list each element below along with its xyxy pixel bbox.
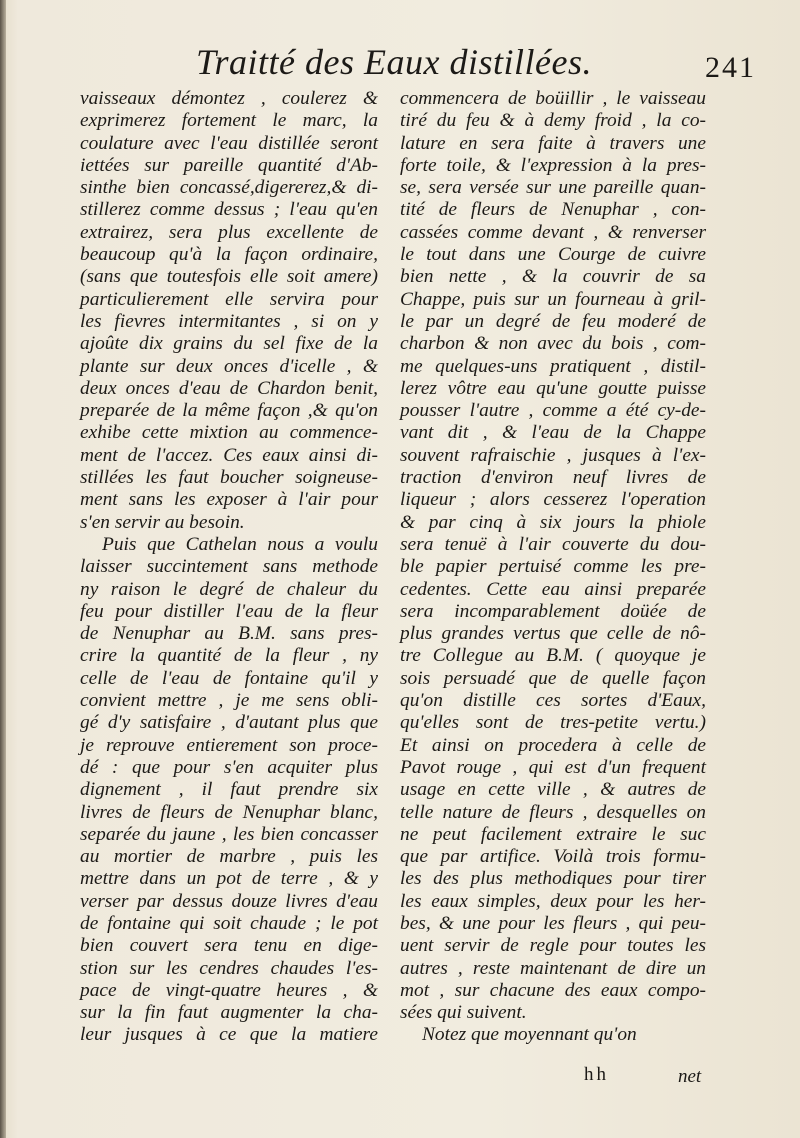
text-line: s'en servir au besoin.	[80, 511, 245, 533]
text-line: mettre dans un pot de terre , & y	[80, 868, 378, 890]
text-line: particulierement elle servira pour	[80, 288, 378, 310]
text-line: tre Collegue au B.M. ( quoyque je	[400, 645, 706, 667]
text-line: sinthe bien concassé,digererez,& di-	[80, 177, 378, 199]
text-line: commencera de boüillir , le vaisseau	[400, 88, 706, 109]
text-line: Notez que moyennant qu'on	[422, 1024, 637, 1046]
text-line: traction d'environ neuf livres de	[400, 467, 706, 489]
text-line: beaucoup qu'à la façon ordinaire,	[80, 244, 378, 266]
catchword: net	[678, 1066, 702, 1087]
text-line: souvent rafraischie , jusques à l'ex-	[400, 444, 706, 466]
text-line: Et ainsi on procedera à celle de	[400, 734, 706, 756]
text-line: lature en sera faite à travers une	[400, 132, 706, 154]
text-line: separée du jaune , les bien concasser	[80, 823, 378, 845]
text-line: tiré du feu & à demy froid , la co-	[400, 110, 706, 132]
text-line: uent servir de regle pour toutes les	[400, 935, 706, 957]
text-line: plante sur deux onces d'icelle , &	[80, 355, 378, 377]
page-header	[196, 40, 756, 90]
text-line: sur la fin faut augmenter la cha-	[80, 1002, 378, 1024]
text-line: gé d'y satisfaire , d'autant plus que	[80, 712, 378, 734]
text-line: lerez vôtre eau qu'une goutte puisse	[400, 377, 706, 399]
text-line: qu'elles sont de tres-petite vertu.)	[400, 712, 706, 734]
text-line: les eaux simples, deux pour les her-	[400, 890, 706, 912]
text-line: Chappe, puis sur un fourneau à gril-	[400, 288, 706, 310]
text-line: pousser l'autre , comme a été cy-de-	[400, 400, 706, 422]
text-line: usage en cette ville , & autres de	[400, 779, 706, 801]
text-line: stion sur les cendres chaudes l'es-	[80, 957, 378, 979]
text-line: dignement , il faut prendre six	[80, 779, 378, 801]
text-line: cassées comme devant , & renverser	[400, 221, 706, 243]
text-line: me quelques-uns pratiquent , distil-	[400, 355, 706, 377]
signature-mark: hh	[584, 1064, 609, 1085]
text-line: vant dit , & l'eau de la Chappe	[400, 422, 706, 444]
text-line: exprimerez fortement le marc, la	[80, 110, 378, 132]
left-text-column	[80, 88, 378, 1047]
text-line: cedentes. Cette eau ainsi preparée	[400, 578, 706, 600]
text-line: se, sera versée sur une pareille quan-	[400, 177, 706, 199]
running-title: Traitté des Eaux distillées.	[196, 42, 592, 82]
text-line: laisser succintement sans methode	[80, 556, 378, 578]
text-line: de Nenuphar au B.M. sans pres-	[80, 623, 378, 645]
text-line: ment de l'accez. Ces eaux ainsi di-	[80, 444, 378, 466]
text-line: forte toile, & l'expression à la pres-	[400, 154, 706, 176]
right-text-column	[400, 88, 706, 1047]
text-line: Puis que Cathelan nous a voulu	[102, 533, 378, 555]
text-line: je reprouve entierement son proce-	[80, 734, 378, 756]
text-line: le tout dans une Courge de cuivre	[400, 244, 706, 266]
text-line: ble papier pertuisé comme les pre-	[400, 556, 706, 578]
text-line: sois persuadé que de quelle façon	[400, 667, 706, 689]
text-line: celle de l'eau de fontaine qu'il y	[80, 667, 378, 689]
text-line: coulature avec l'eau distillée seront	[80, 132, 378, 154]
text-line: vaisseaux démontez , coulerez &	[80, 88, 378, 109]
text-line: liqueur ; alors cesserez l'operation	[400, 489, 706, 511]
text-line: telle nature de fleurs , desquelles on	[400, 801, 706, 823]
text-line: (sans que toutesfois elle soit amere)	[80, 266, 378, 288]
text-line: de fontaine qui soit chaude ; le pot	[80, 912, 378, 934]
text-line: autres , reste maintenant de dire un	[400, 957, 706, 979]
text-line: stillerez comme dessus ; l'eau qu'en	[80, 199, 378, 221]
text-line: stillées les faut boucher soigneuse-	[80, 467, 378, 489]
text-line: charbon & non avec du bois , com-	[400, 333, 706, 355]
text-line: plus grandes vertus que celle de nô-	[400, 623, 706, 645]
text-line: dé : que pour s'en acquiter plus	[80, 756, 378, 778]
text-line: bes, & une pour les fleurs , qui peu-	[400, 912, 706, 934]
text-line: ny raison le degré de chaleur du	[80, 578, 378, 600]
text-line: preparée de la même façon ,& qu'on	[80, 400, 378, 422]
text-line: sera tenuë à l'air couverte du dou-	[400, 533, 706, 555]
text-line: extrairez, sera plus excellente de	[80, 221, 378, 243]
text-line: les fievres intermitantes , si on y	[80, 310, 378, 332]
text-line: les des plus methodiques pour tirer	[400, 868, 706, 890]
text-line: exhibe cette mixtion au commence-	[80, 422, 378, 444]
text-line: sera incomparablement doüée de	[400, 600, 706, 622]
text-line: que par artifice. Voilà trois formu-	[400, 846, 706, 868]
text-line: crire la quantité de la fleur , ny	[80, 645, 378, 667]
text-line: deux onces d'eau de Chardon benit,	[80, 377, 378, 399]
text-line: pace de vingt-quatre heures , &	[80, 979, 378, 1001]
text-line: leur jusques à ce que la matiere	[80, 1024, 378, 1046]
page-number: 241	[705, 51, 756, 84]
text-line: le par un degré de feu moderé de	[400, 310, 706, 332]
page-spine-shadow	[0, 0, 6, 1138]
text-line: tité de fleurs de Nenuphar , con-	[400, 199, 706, 221]
text-line: mot , sur chacune des eaux compo-	[400, 979, 706, 1001]
text-line: bien nette , & la couvrir de sa	[400, 266, 706, 288]
text-line: au mortier de marbre , puis les	[80, 846, 378, 868]
text-line: qu'on distille ces sortes d'Eaux,	[400, 690, 706, 712]
text-line: feu pour distiller l'eau de la fleur	[80, 600, 378, 622]
text-line: ne peut facilement extraire le suc	[400, 823, 706, 845]
text-line: sées qui suivent.	[400, 1002, 527, 1024]
text-line: & par cinq à six jours la phiole	[400, 511, 706, 533]
text-line: ment sans les exposer à l'air pour	[80, 489, 378, 511]
text-line: bien couvert sera tenu en dige-	[80, 935, 378, 957]
text-line: convient mettre , je me sens obli-	[80, 690, 378, 712]
text-line: ajoûte dix grains du sel fixe de la	[80, 333, 378, 355]
text-line: Pavot rouge , qui est d'un frequent	[400, 756, 706, 778]
text-line: verser par dessus douze livres d'eau	[80, 890, 378, 912]
text-line: livres de fleurs de Nenuphar blanc,	[80, 801, 378, 823]
text-line: iettées sur pareille quantité d'Ab-	[80, 154, 378, 176]
